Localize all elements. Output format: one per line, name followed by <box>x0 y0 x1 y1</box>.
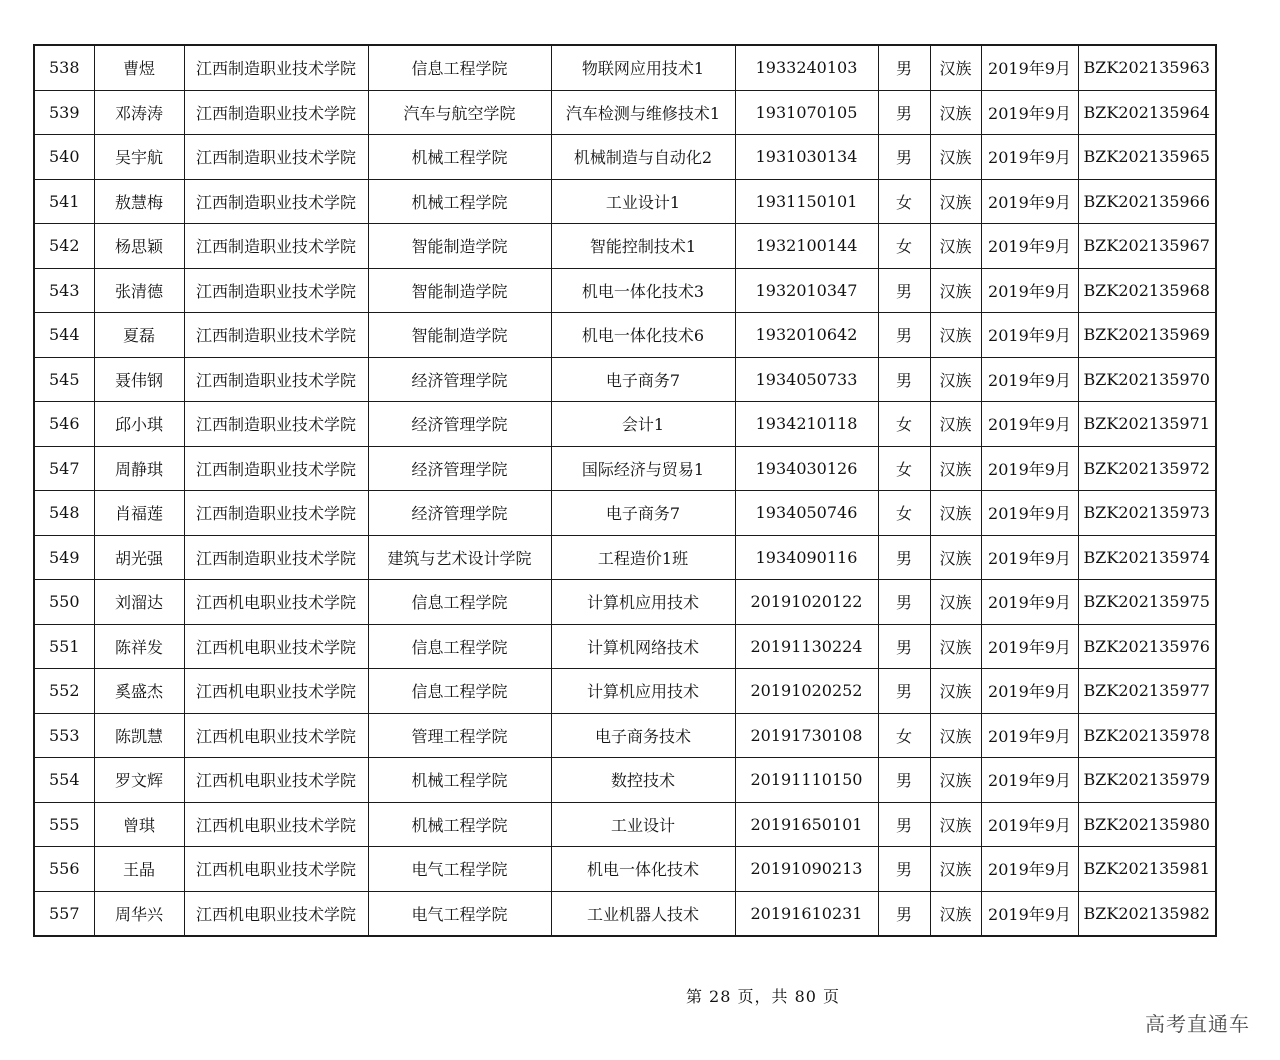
cell-ethnicity: 汉族 <box>930 713 981 758</box>
cell-major: 计算机网络技术 <box>551 624 735 669</box>
cell-index: 541 <box>34 179 94 224</box>
cell-enroll-date: 2019年9月 <box>981 847 1078 892</box>
cell-enroll-date: 2019年9月 <box>981 802 1078 847</box>
cell-student-id: 1934050746 <box>735 491 878 536</box>
cell-gender: 女 <box>878 179 930 224</box>
cell-gender: 男 <box>878 357 930 402</box>
cell-gender: 女 <box>878 224 930 269</box>
cell-enroll-date: 2019年9月 <box>981 580 1078 625</box>
cell-college: 建筑与艺术设计学院 <box>368 535 551 580</box>
cell-enroll-date: 2019年9月 <box>981 891 1078 936</box>
cell-student-id: 1932100144 <box>735 224 878 269</box>
cell-college: 机械工程学院 <box>368 179 551 224</box>
cell-student-id: 1932010347 <box>735 268 878 313</box>
cell-cert-number: BZK202135979 <box>1078 758 1216 803</box>
cell-college: 信息工程学院 <box>368 669 551 714</box>
cell-major: 物联网应用技术1 <box>551 45 735 90</box>
cell-ethnicity: 汉族 <box>930 891 981 936</box>
cell-enroll-date: 2019年9月 <box>981 357 1078 402</box>
cell-cert-number: BZK202135980 <box>1078 802 1216 847</box>
cell-name: 杨思颖 <box>94 224 184 269</box>
cell-cert-number: BZK202135971 <box>1078 402 1216 447</box>
cell-college: 机械工程学院 <box>368 135 551 180</box>
cell-index: 547 <box>34 446 94 491</box>
cell-name: 聂伟钢 <box>94 357 184 402</box>
cell-gender: 男 <box>878 45 930 90</box>
cell-school: 江西制造职业技术学院 <box>184 446 368 491</box>
cell-school: 江西机电职业技术学院 <box>184 758 368 803</box>
cell-index: 552 <box>34 669 94 714</box>
cell-student-id: 1933240103 <box>735 45 878 90</box>
cell-enroll-date: 2019年9月 <box>981 491 1078 536</box>
cell-enroll-date: 2019年9月 <box>981 446 1078 491</box>
cell-major: 工程造价1班 <box>551 535 735 580</box>
cell-ethnicity: 汉族 <box>930 491 981 536</box>
cell-cert-number: BZK202135969 <box>1078 313 1216 358</box>
cell-name: 刘溜达 <box>94 580 184 625</box>
cell-ethnicity: 汉族 <box>930 224 981 269</box>
cell-major: 机电一体化技术6 <box>551 313 735 358</box>
cell-major: 电子商务技术 <box>551 713 735 758</box>
cell-gender: 男 <box>878 268 930 313</box>
cell-cert-number: BZK202135973 <box>1078 491 1216 536</box>
cell-ethnicity: 汉族 <box>930 580 981 625</box>
cell-index: 538 <box>34 45 94 90</box>
cell-name: 夏磊 <box>94 313 184 358</box>
cell-major: 工业设计1 <box>551 179 735 224</box>
cell-major: 会计1 <box>551 402 735 447</box>
table-row <box>34 713 1216 758</box>
cell-student-id: 1931030134 <box>735 135 878 180</box>
cell-major: 工业机器人技术 <box>551 891 735 936</box>
cell-index: 540 <box>34 135 94 180</box>
cell-school: 江西机电职业技术学院 <box>184 624 368 669</box>
cell-cert-number: BZK202135981 <box>1078 847 1216 892</box>
cell-school: 江西机电职业技术学院 <box>184 847 368 892</box>
table-row <box>34 669 1216 714</box>
cell-student-id: 20191020252 <box>735 669 878 714</box>
cell-school: 江西制造职业技术学院 <box>184 535 368 580</box>
cell-school: 江西制造职业技术学院 <box>184 224 368 269</box>
table-row <box>34 580 1216 625</box>
cell-gender: 男 <box>878 669 930 714</box>
cell-college: 智能制造学院 <box>368 268 551 313</box>
cell-school: 江西制造职业技术学院 <box>184 90 368 135</box>
cell-student-id: 1931070105 <box>735 90 878 135</box>
cell-college: 经济管理学院 <box>368 446 551 491</box>
cell-major: 机电一体化技术 <box>551 847 735 892</box>
cell-student-id: 1932010642 <box>735 313 878 358</box>
cell-gender: 男 <box>878 802 930 847</box>
cell-enroll-date: 2019年9月 <box>981 224 1078 269</box>
cell-index: 545 <box>34 357 94 402</box>
cell-school: 江西制造职业技术学院 <box>184 179 368 224</box>
table-row <box>34 847 1216 892</box>
cell-cert-number: BZK202135970 <box>1078 357 1216 402</box>
table-row <box>34 491 1216 536</box>
cell-major: 机械制造与自动化2 <box>551 135 735 180</box>
cell-ethnicity: 汉族 <box>930 624 981 669</box>
cell-name: 奚盛杰 <box>94 669 184 714</box>
cell-enroll-date: 2019年9月 <box>981 45 1078 90</box>
cell-college: 机械工程学院 <box>368 802 551 847</box>
watermark-logo-text: 高考直通车 <box>1145 1012 1250 1036</box>
cell-name: 吴宇航 <box>94 135 184 180</box>
cell-school: 江西机电职业技术学院 <box>184 580 368 625</box>
cell-cert-number: BZK202135977 <box>1078 669 1216 714</box>
cell-ethnicity: 汉族 <box>930 313 981 358</box>
page-number: 第 28 页，共 80 页 <box>685 987 841 1006</box>
cell-cert-number: BZK202135975 <box>1078 580 1216 625</box>
cell-school: 江西制造职业技术学院 <box>184 491 368 536</box>
cell-major: 机电一体化技术3 <box>551 268 735 313</box>
cell-ethnicity: 汉族 <box>930 90 981 135</box>
table-row <box>34 624 1216 669</box>
cell-index: 550 <box>34 580 94 625</box>
cell-student-id: 20191110150 <box>735 758 878 803</box>
cell-index: 554 <box>34 758 94 803</box>
student-list-table <box>33 44 1217 937</box>
cell-index: 548 <box>34 491 94 536</box>
cell-student-id: 20191610231 <box>735 891 878 936</box>
cell-major: 电子商务7 <box>551 357 735 402</box>
cell-college: 信息工程学院 <box>368 45 551 90</box>
cell-college: 电气工程学院 <box>368 891 551 936</box>
cell-major: 电子商务7 <box>551 491 735 536</box>
cell-gender: 女 <box>878 446 930 491</box>
cell-college: 智能制造学院 <box>368 224 551 269</box>
table-row <box>34 268 1216 313</box>
cell-ethnicity: 汉族 <box>930 179 981 224</box>
cell-school: 江西机电职业技术学院 <box>184 891 368 936</box>
cell-student-id: 20191090213 <box>735 847 878 892</box>
cell-cert-number: BZK202135968 <box>1078 268 1216 313</box>
cell-ethnicity: 汉族 <box>930 402 981 447</box>
cell-cert-number: BZK202135974 <box>1078 535 1216 580</box>
cell-index: 557 <box>34 891 94 936</box>
cell-major: 工业设计 <box>551 802 735 847</box>
cell-enroll-date: 2019年9月 <box>981 402 1078 447</box>
cell-enroll-date: 2019年9月 <box>981 135 1078 180</box>
cell-student-id: 20191650101 <box>735 802 878 847</box>
cell-enroll-date: 2019年9月 <box>981 624 1078 669</box>
cell-gender: 男 <box>878 891 930 936</box>
cell-gender: 男 <box>878 313 930 358</box>
cell-gender: 女 <box>878 402 930 447</box>
cell-major: 国际经济与贸易1 <box>551 446 735 491</box>
cell-name: 陈祥发 <box>94 624 184 669</box>
cell-cert-number: BZK202135967 <box>1078 224 1216 269</box>
cell-name: 敖慧梅 <box>94 179 184 224</box>
cell-ethnicity: 汉族 <box>930 45 981 90</box>
cell-name: 曹煜 <box>94 45 184 90</box>
cell-gender: 男 <box>878 535 930 580</box>
table-row <box>34 45 1216 90</box>
cell-student-id: 1931150101 <box>735 179 878 224</box>
cell-student-id: 20191130224 <box>735 624 878 669</box>
cell-name: 胡光强 <box>94 535 184 580</box>
cell-student-id: 20191730108 <box>735 713 878 758</box>
table-row <box>34 135 1216 180</box>
cell-index: 556 <box>34 847 94 892</box>
cell-gender: 男 <box>878 135 930 180</box>
cell-major: 计算机应用技术 <box>551 669 735 714</box>
table-row <box>34 313 1216 358</box>
table-body <box>34 45 1216 936</box>
table-row <box>34 357 1216 402</box>
cell-gender: 男 <box>878 758 930 803</box>
cell-ethnicity: 汉族 <box>930 446 981 491</box>
cell-enroll-date: 2019年9月 <box>981 179 1078 224</box>
cell-index: 543 <box>34 268 94 313</box>
cell-name: 曾琪 <box>94 802 184 847</box>
cell-name: 张清德 <box>94 268 184 313</box>
cell-index: 539 <box>34 90 94 135</box>
table-row <box>34 179 1216 224</box>
cell-cert-number: BZK202135976 <box>1078 624 1216 669</box>
cell-college: 信息工程学院 <box>368 580 551 625</box>
cell-cert-number: BZK202135972 <box>1078 446 1216 491</box>
cell-college: 机械工程学院 <box>368 758 551 803</box>
cell-index: 546 <box>34 402 94 447</box>
cell-school: 江西制造职业技术学院 <box>184 135 368 180</box>
cell-ethnicity: 汉族 <box>930 847 981 892</box>
cell-major: 数控技术 <box>551 758 735 803</box>
cell-name: 邓涛涛 <box>94 90 184 135</box>
cell-school: 江西制造职业技术学院 <box>184 268 368 313</box>
cell-college: 管理工程学院 <box>368 713 551 758</box>
table-row <box>34 224 1216 269</box>
cell-college: 汽车与航空学院 <box>368 90 551 135</box>
cell-student-id: 1934210118 <box>735 402 878 447</box>
cell-ethnicity: 汉族 <box>930 268 981 313</box>
table-row <box>34 446 1216 491</box>
cell-college: 智能制造学院 <box>368 313 551 358</box>
cell-name: 罗文辉 <box>94 758 184 803</box>
cell-name: 王晶 <box>94 847 184 892</box>
cell-school: 江西机电职业技术学院 <box>184 713 368 758</box>
cell-school: 江西制造职业技术学院 <box>184 313 368 358</box>
cell-ethnicity: 汉族 <box>930 669 981 714</box>
cell-name: 陈凯慧 <box>94 713 184 758</box>
cell-name: 肖福莲 <box>94 491 184 536</box>
cell-gender: 男 <box>878 90 930 135</box>
cell-index: 549 <box>34 535 94 580</box>
cell-school: 江西机电职业技术学院 <box>184 802 368 847</box>
cell-student-id: 1934030126 <box>735 446 878 491</box>
cell-index: 553 <box>34 713 94 758</box>
cell-name: 周静琪 <box>94 446 184 491</box>
cell-cert-number: BZK202135963 <box>1078 45 1216 90</box>
cell-ethnicity: 汉族 <box>930 758 981 803</box>
cell-college: 信息工程学院 <box>368 624 551 669</box>
cell-index: 542 <box>34 224 94 269</box>
cell-gender: 男 <box>878 624 930 669</box>
cell-college: 经济管理学院 <box>368 402 551 447</box>
cell-school: 江西机电职业技术学院 <box>184 669 368 714</box>
cell-enroll-date: 2019年9月 <box>981 90 1078 135</box>
cell-enroll-date: 2019年9月 <box>981 313 1078 358</box>
cell-enroll-date: 2019年9月 <box>981 268 1078 313</box>
table-row <box>34 891 1216 936</box>
cell-ethnicity: 汉族 <box>930 535 981 580</box>
cell-major: 汽车检测与维修技术1 <box>551 90 735 135</box>
cell-school: 江西制造职业技术学院 <box>184 402 368 447</box>
table-row <box>34 758 1216 803</box>
cell-enroll-date: 2019年9月 <box>981 758 1078 803</box>
cell-gender: 男 <box>878 847 930 892</box>
cell-name: 周华兴 <box>94 891 184 936</box>
table-row <box>34 802 1216 847</box>
cell-enroll-date: 2019年9月 <box>981 669 1078 714</box>
cell-college: 经济管理学院 <box>368 491 551 536</box>
cell-school: 江西制造职业技术学院 <box>184 357 368 402</box>
cell-name: 邱小琪 <box>94 402 184 447</box>
cell-ethnicity: 汉族 <box>930 135 981 180</box>
cell-gender: 女 <box>878 713 930 758</box>
table-row <box>34 535 1216 580</box>
cell-index: 555 <box>34 802 94 847</box>
table-row <box>34 402 1216 447</box>
cell-cert-number: BZK202135964 <box>1078 90 1216 135</box>
cell-cert-number: BZK202135978 <box>1078 713 1216 758</box>
cell-enroll-date: 2019年9月 <box>981 535 1078 580</box>
cell-major: 智能控制技术1 <box>551 224 735 269</box>
cell-ethnicity: 汉族 <box>930 802 981 847</box>
cell-enroll-date: 2019年9月 <box>981 713 1078 758</box>
cell-student-id: 20191020122 <box>735 580 878 625</box>
cell-ethnicity: 汉族 <box>930 357 981 402</box>
cell-index: 544 <box>34 313 94 358</box>
cell-cert-number: BZK202135982 <box>1078 891 1216 936</box>
cell-college: 经济管理学院 <box>368 357 551 402</box>
cell-cert-number: BZK202135966 <box>1078 179 1216 224</box>
table-row <box>34 90 1216 135</box>
cell-major: 计算机应用技术 <box>551 580 735 625</box>
cell-student-id: 1934090116 <box>735 535 878 580</box>
cell-student-id: 1934050733 <box>735 357 878 402</box>
cell-college: 电气工程学院 <box>368 847 551 892</box>
cell-cert-number: BZK202135965 <box>1078 135 1216 180</box>
cell-gender: 女 <box>878 491 930 536</box>
cell-school: 江西制造职业技术学院 <box>184 45 368 90</box>
cell-index: 551 <box>34 624 94 669</box>
cell-gender: 男 <box>878 580 930 625</box>
